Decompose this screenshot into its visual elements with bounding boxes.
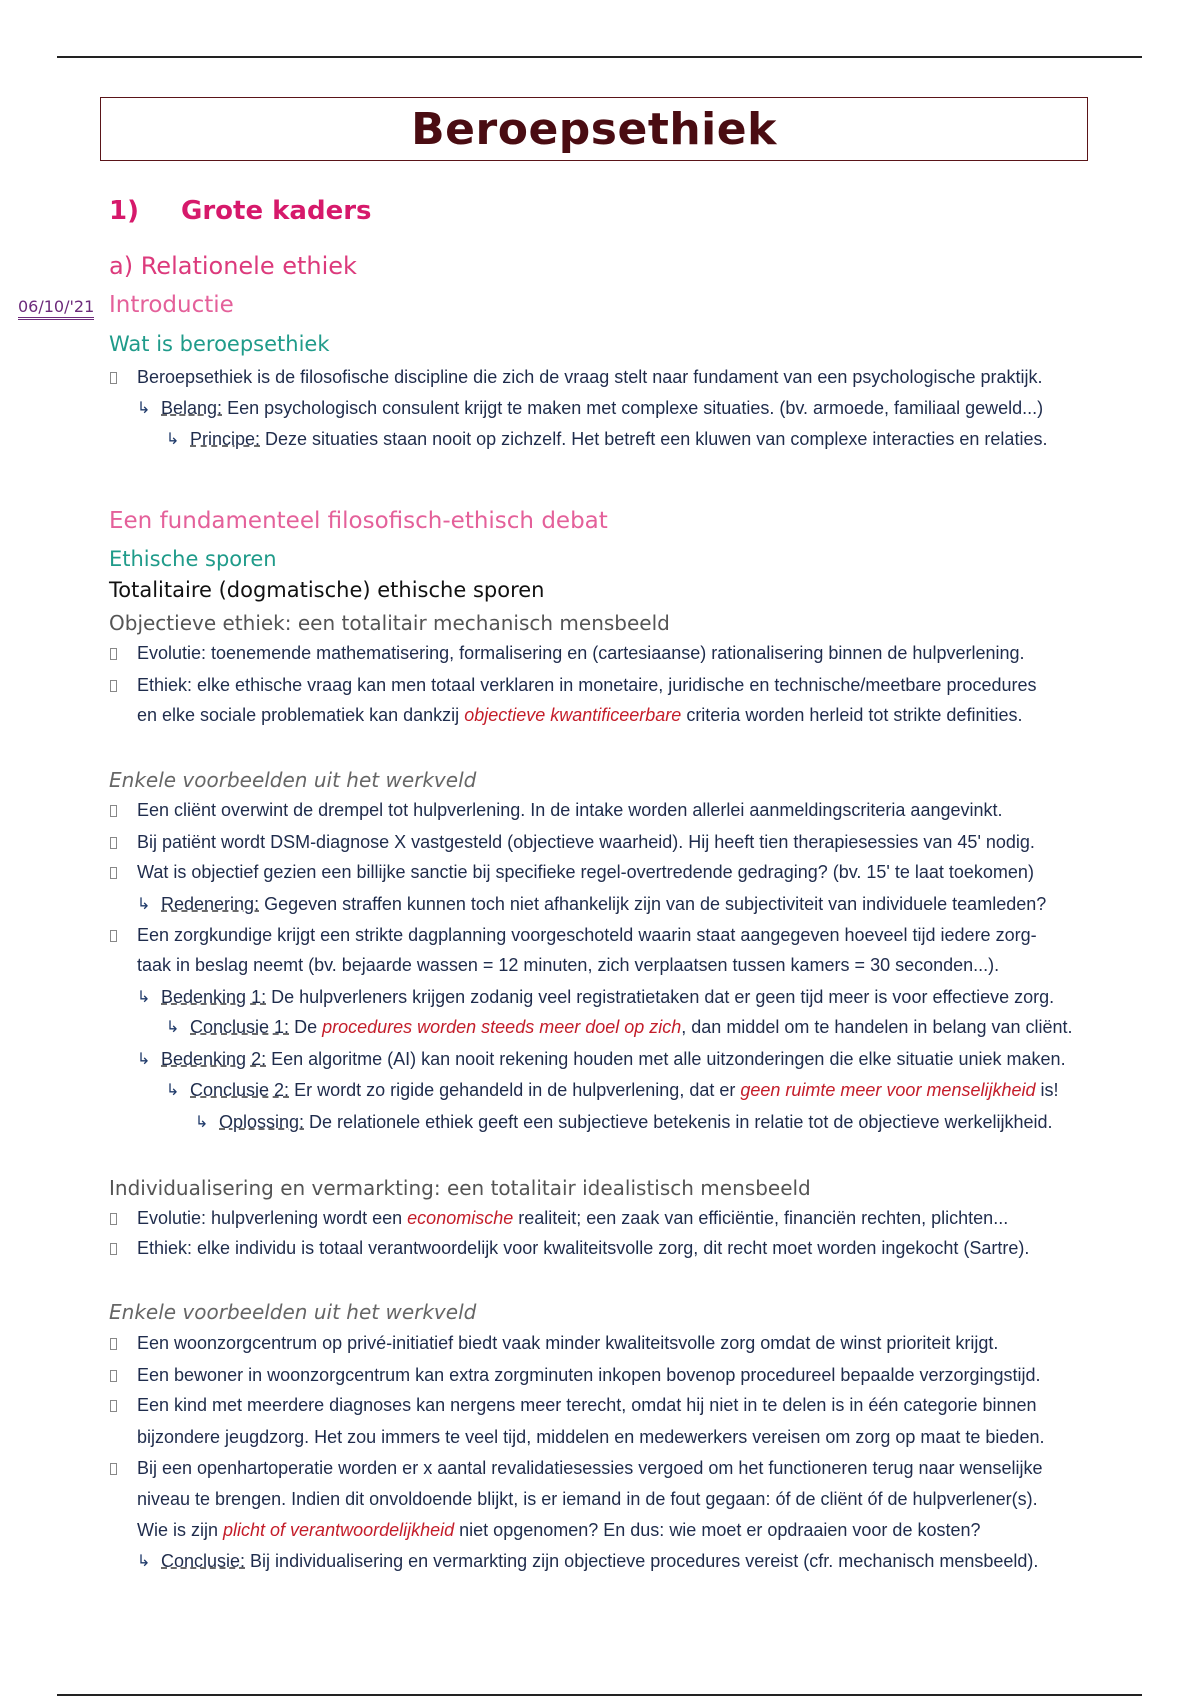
text-run: Wie is zijn xyxy=(137,1520,224,1540)
list-item: Beroepsethiek is de filosofische discipline die zich de vraag stelt naar fundament van een psychologische praktijk. xyxy=(137,367,1043,387)
title-box xyxy=(100,97,1088,161)
emphasis-text: economische xyxy=(407,1208,514,1228)
list-item xyxy=(137,1049,1066,1070)
text-run: en elke sociale problematiek kan dankzij xyxy=(137,705,465,725)
list-item xyxy=(137,894,1047,915)
list-item: Bij patiënt wordt DSM-diagnose X vastgesteld (objectieve waarheid). Hij heeft tien therapiesessies van 45' nodig. xyxy=(137,832,1035,852)
voorbeelden-heading: Enkele voorbeelden uit het werkveld xyxy=(109,1300,477,1324)
text-run: , dan middel om te handelen in belang van cliënt. xyxy=(681,1017,1073,1037)
list-item-continuation: taak in beslag neemt (bv. bejaarde wassen = 12 minuten, zich verplaatsen tussen kamers = 30 seconden...). xyxy=(137,955,1000,975)
conclusie-text: Bij individualisering en vermarkting zijn objectieve procedures vereist (cfr. mechanisch mensbeeld). xyxy=(245,1551,1039,1571)
sporen-heading: Ethische sporen xyxy=(109,547,277,571)
list-item: Een zorgkundige krijgt een strikte dagplanning voorgeschoteld waarin staat aangegeven hoeveel tijd iedere zorg- xyxy=(137,925,1037,945)
emphasis-text: plicht of verantwoordelijkheid xyxy=(223,1520,455,1540)
conclusie1-label: Conclusie 1: xyxy=(190,1017,290,1037)
redenering-text: Gegeven straffen kunnen toch niet afhankelijk zijn van de subjectiviteit van individuele teamleden? xyxy=(259,894,1047,914)
principe-label: Principe: xyxy=(190,429,261,449)
text-run: Evolutie: hulpverlening wordt een xyxy=(137,1208,408,1228)
intro-heading: Introductie xyxy=(109,292,234,318)
objectief-heading: Objectieve ethiek: een totalitair mechanisch mensbeeld xyxy=(109,611,670,635)
list-item: Bij een openhartoperatie worden er x aantal revalidatiesessies vergoed om het functioneren terug naar wenselijke xyxy=(137,1458,1043,1478)
list-item: Wat is objectief gezien een billijke sanctie bij specifieke regel-overtredende gedraging? (bv. 15' te laat toekomen) xyxy=(137,862,1034,882)
list-item: Een woonzorgcentrum op privé-initiatief biedt vaak minder kwaliteitsvolle zorg omdat de winst prioriteit krijgt. xyxy=(137,1333,999,1353)
list-item xyxy=(166,1080,1059,1101)
belang-text: Een psychologisch consulent krijgt te maken met complexe situaties. (bv. armoede, familiaal geweld...) xyxy=(222,398,1044,418)
list-item-continuation: bijzondere jeugdzorg. Het zou immers te veel tijd, middelen en medewerkers vereisen om zorg op maat te bieden. xyxy=(137,1427,1045,1447)
list-item xyxy=(195,1112,1053,1133)
date-note: 06/10/'21 xyxy=(18,298,94,320)
debat-heading: Een fundamenteel filosofisch-ethisch debat xyxy=(109,508,608,534)
list-item: Evolutie: toenemende mathematisering, formalisering en (cartesiaanse) rationalisering binnen de hulpverlening. xyxy=(137,643,1025,663)
bedenking2-text: Een algoritme (AI) kan nooit rekening houden met alle uitzonderingen die elke situatie uniek maken. xyxy=(266,1049,1066,1069)
list-item xyxy=(137,1208,1008,1229)
bottom-rule xyxy=(57,1694,1142,1696)
belang-label: Belang: xyxy=(161,398,223,418)
top-rule xyxy=(57,56,1142,58)
arrow-icon: ↳ xyxy=(137,989,151,1006)
text-run: realiteit; een zaak van efficiëntie, financiën rechten, plichten... xyxy=(513,1208,1009,1228)
arrow-icon: ↳ xyxy=(166,1082,180,1099)
heading-2: a) Relationele ethiek xyxy=(109,252,357,280)
conclusie-label: Conclusie: xyxy=(161,1551,246,1571)
list-item xyxy=(137,398,1044,419)
heading-1-number: 1) xyxy=(109,196,139,226)
list-item-continuation: niveau te brengen. Indien dit onvoldoende blijkt, is er iemand in de fout gegaan: óf de cliënt óf de hulpverlener(s). xyxy=(137,1489,1038,1509)
emphasis-text: procedures worden steeds meer doel op zich xyxy=(322,1017,682,1037)
arrow-icon: ↳ xyxy=(137,896,151,913)
heading-1-text: Grote kaders xyxy=(181,196,372,226)
oplossing-label: Oplossing: xyxy=(219,1112,305,1132)
emphasis-text: geen ruimte meer voor menselijkheid xyxy=(740,1080,1036,1100)
list-item: Een bewoner in woonzorgcentrum kan extra zorgminuten inkopen bovenop procedureel bepaalde verzorgingstijd. xyxy=(137,1365,1041,1385)
totalitair-heading: Totalitaire (dogmatische) ethische sporen xyxy=(109,578,545,602)
arrow-icon: ↳ xyxy=(166,1019,180,1036)
list-item-continuation xyxy=(137,1520,981,1541)
arrow-icon: ↳ xyxy=(195,1114,209,1131)
redenering-label: Redenering: xyxy=(161,894,260,914)
wat-heading: Wat is beroepsethiek xyxy=(109,332,330,356)
emphasis-text: objectieve kwantificeerbare xyxy=(464,705,682,725)
arrow-icon: ↳ xyxy=(137,400,151,417)
text-run: Er wordt zo rigide gehandeld in de hulpverlening, dat er xyxy=(289,1080,741,1100)
list-item xyxy=(166,429,1048,450)
bedenking2-label: Bedenking 2: xyxy=(161,1049,267,1069)
list-item xyxy=(137,987,1055,1008)
list-item xyxy=(137,1551,1039,1572)
text-run: criteria worden herleid tot strikte definities. xyxy=(681,705,1023,725)
arrow-icon: ↳ xyxy=(137,1553,151,1570)
oplossing-text: De relationele ethiek geeft een subjectieve betekenis in relatie tot de objectieve werkelijkheid. xyxy=(304,1112,1053,1132)
bedenking1-label: Bedenking 1: xyxy=(161,987,267,1007)
list-item xyxy=(166,1017,1073,1038)
bedenking1-text: De hulpverleners krijgen zodanig veel registratietaken dat er geen tijd meer is voor effectieve zorg. xyxy=(266,987,1055,1007)
individualisering-heading: Individualisering en vermarkting: een totalitair idealistisch mensbeeld xyxy=(109,1176,811,1200)
list-item: Ethiek: elke ethische vraag kan men totaal verklaren in monetaire, juridische en technische/meetbare procedures xyxy=(137,675,1037,695)
text-run: is! xyxy=(1035,1080,1059,1100)
list-item: Ethiek: elke individu is totaal verantwoordelijk voor kwaliteitsvolle zorg, dit recht moet worden ingekocht (Sartre). xyxy=(137,1238,1030,1258)
voorbeelden-heading: Enkele voorbeelden uit het werkveld xyxy=(109,768,477,792)
conclusie2-label: Conclusie 2: xyxy=(190,1080,290,1100)
principe-text: Deze situaties staan nooit op zichzelf. Het betreft een kluwen van complexe interacties en relaties. xyxy=(260,429,1048,449)
text-run: niet opgenomen? En dus: wie moet er opdraaien voor de kosten? xyxy=(454,1520,981,1540)
list-item: Een cliënt overwint de drempel tot hulpverlening. In de intake worden allerlei aanmeldingscriteria aangevinkt. xyxy=(137,800,1003,820)
arrow-icon: ↳ xyxy=(166,431,180,448)
list-item: Een kind met meerdere diagnoses kan nergens meer terecht, omdat hij niet in te delen is in één categorie binnen xyxy=(137,1395,1037,1415)
list-item-continuation xyxy=(137,705,1022,726)
page-title: Beroepsethiek xyxy=(411,103,777,155)
text-run: De xyxy=(289,1017,323,1037)
arrow-icon: ↳ xyxy=(137,1051,151,1068)
heading-1 xyxy=(109,196,372,226)
